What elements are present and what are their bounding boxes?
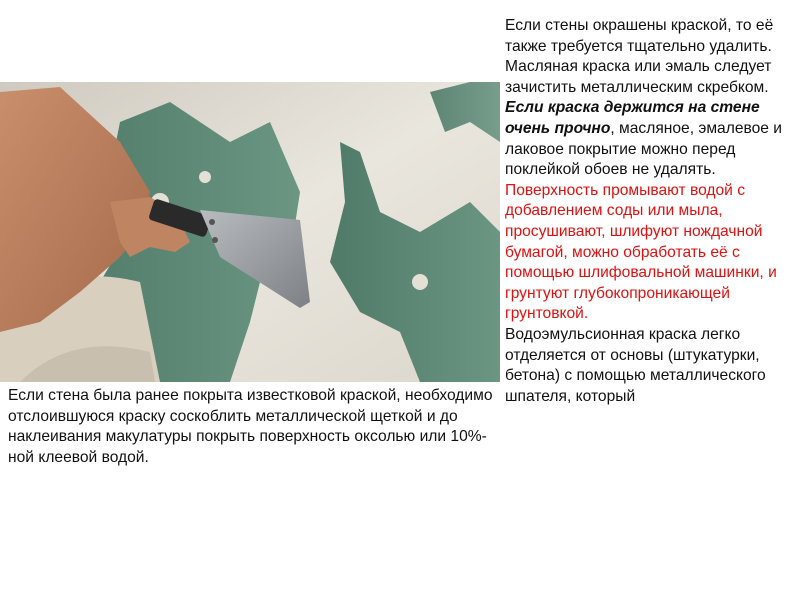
strong-paint-paragraph (505, 98, 797, 180)
strong-paint-emphasis: Если краска держится на стене очень прочно (505, 99, 760, 137)
oil-paint-paragraph: Если стены окрашены краской, то её также требуется тщательно удалить. Масляная краска или эмаль следует зачистить металлическим скребком. (505, 17, 774, 96)
water-emulsion-paragraph: Водоэмульсионная краска легко отделяется от основы (штукатурки, бетона) с помощью металлического шпателя, который (505, 325, 766, 405)
wall-scraping-photo (0, 82, 500, 382)
lime-paint-paragraph: Если стена была ранее покрыта известковой краской, необходимо отслоившуюся краску соскоблить металлической щеткой и до наклеивания макулатуры покрыть поверхность оксолью или 10%-ной клеевой водой. (8, 387, 493, 466)
surface-wash-paragraph: Поверхность промывают водой с добавлением соды или мыла, просушивают, шлифуют нождачной бумагой, можно обработать её с помощью шлифовальной машинки, и грунтуют глубокопроникающей грунтовкой. (505, 181, 777, 323)
strong-paint-rest: , масляное, эмалевое и лаковое покрытие можно перед поклейкой обоев не удалять. (505, 119, 782, 179)
right-text-column (505, 16, 797, 407)
